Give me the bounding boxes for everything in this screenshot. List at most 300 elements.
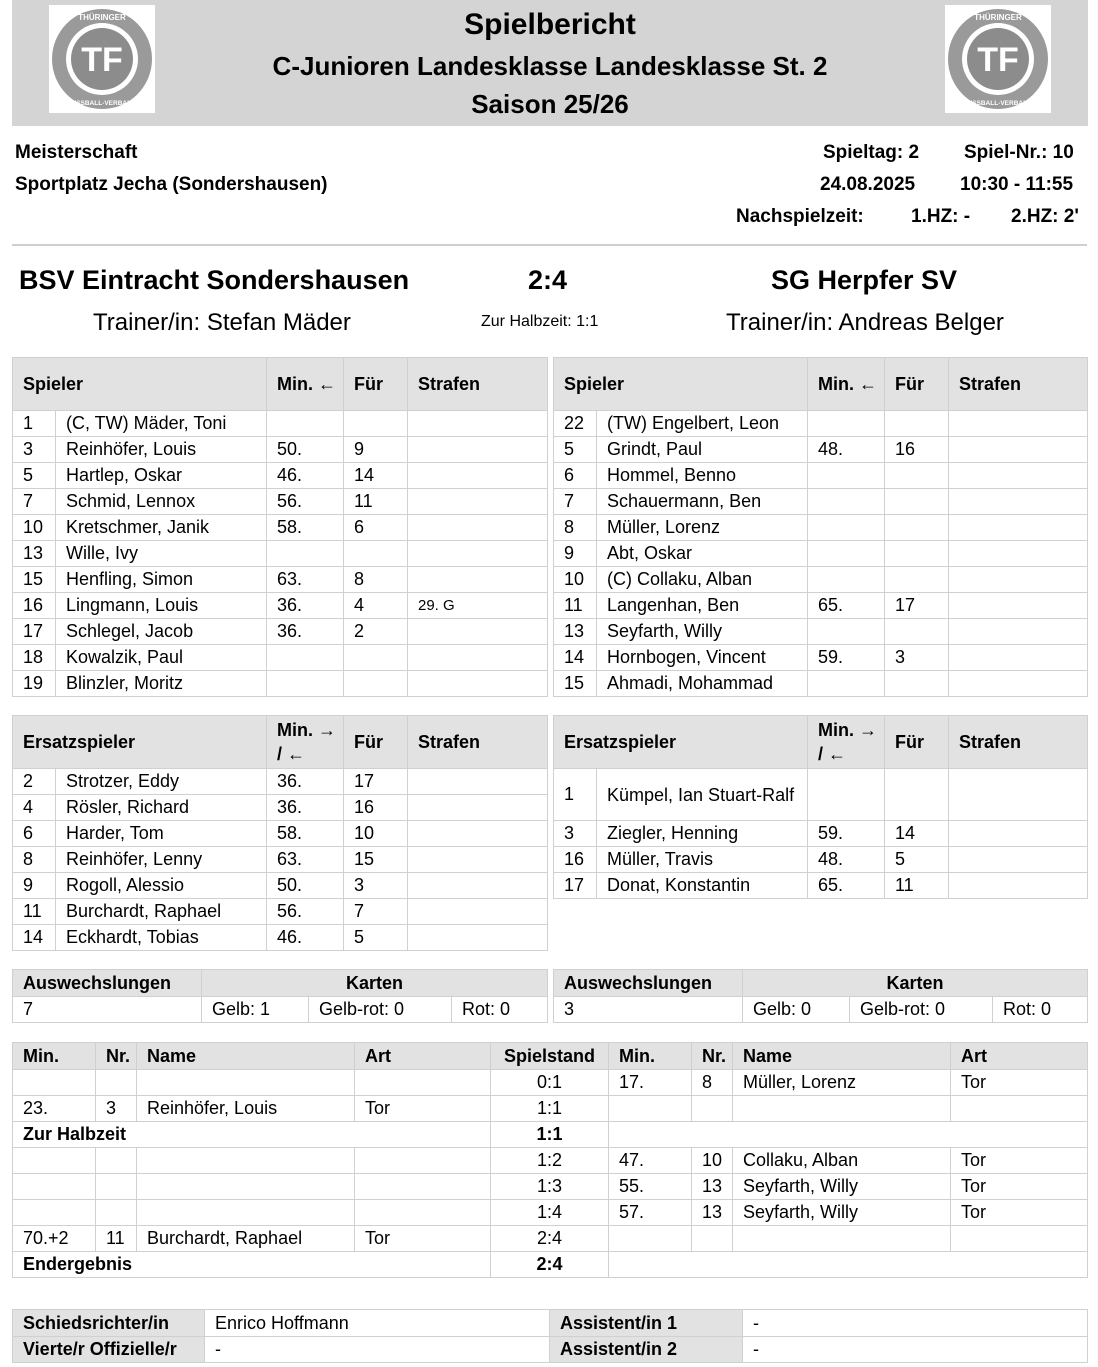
col-player: Spieler (13, 358, 267, 411)
competition-label: Meisterschaft (15, 142, 138, 163)
match-date: 24.08.2025 (820, 174, 916, 195)
report-header (12, 0, 1088, 126)
player-name: Müller, Travis (597, 847, 808, 873)
home-event-name: Reinhöfer, Louis (137, 1096, 355, 1122)
col-min: Min. → / ← (267, 716, 344, 769)
player-for (344, 671, 408, 697)
player-minute (267, 411, 344, 437)
home-event-type: Tor (355, 1226, 491, 1252)
away-event-number: 13 (692, 1174, 733, 1200)
player-name: Langenhan, Ben (597, 593, 808, 619)
player-minute: 56. (267, 899, 344, 925)
player-name: Harder, Tom (56, 821, 267, 847)
player-row (554, 567, 1088, 593)
home-summary-table (12, 969, 548, 1023)
player-row (554, 873, 1088, 899)
svg-text:TF: TF (977, 41, 1019, 79)
player-penalty (408, 541, 548, 567)
away-event-name (733, 1226, 951, 1252)
player-minute: 59. (808, 645, 885, 671)
player-row (554, 463, 1088, 489)
away-event-minute: 47. (609, 1148, 692, 1174)
player-minute: 36. (267, 593, 344, 619)
player-penalty (408, 769, 548, 795)
home-event-type: Tor (355, 1096, 491, 1122)
player-name: Wille, Ivy (56, 541, 267, 567)
col-min: Min. → / ← (808, 716, 885, 769)
player-number: 10 (554, 567, 597, 593)
player-minute: 48. (808, 847, 885, 873)
col-event-name: Name (733, 1043, 951, 1070)
player-penalty (949, 411, 1088, 437)
player-name: Hornbogen, Vincent (597, 645, 808, 671)
svg-text:THÜRINGER: THÜRINGER (974, 13, 1022, 22)
home-event-number (96, 1174, 137, 1200)
home-yellow-cards: Gelb: 1 (202, 997, 309, 1023)
player-number: 7 (13, 489, 56, 515)
player-penalty (949, 645, 1088, 671)
event-score: 1:2 (491, 1148, 609, 1174)
away-event-type: Tor (951, 1070, 1088, 1096)
player-for (344, 645, 408, 671)
home-event-minute (13, 1148, 96, 1174)
home-event-name (137, 1174, 355, 1200)
col-event-name: Name (137, 1043, 355, 1070)
officials-table (12, 1309, 1088, 1363)
event-row (13, 1096, 1088, 1122)
player-minute: 36. (267, 769, 344, 795)
player-row (13, 795, 548, 821)
event-score: 1:3 (491, 1174, 609, 1200)
player-number: 18 (13, 645, 56, 671)
player-name: Rösler, Richard (56, 795, 267, 821)
home-event-name (137, 1148, 355, 1174)
player-minute (267, 645, 344, 671)
player-minute: 58. (267, 515, 344, 541)
svg-text:FUSSBALL-VERBAND: FUSSBALL-VERBAND (67, 100, 137, 107)
home-event-type (355, 1174, 491, 1200)
event-summary-row (13, 1122, 1088, 1148)
player-name: Burchardt, Raphael (56, 899, 267, 925)
player-name: Reinhöfer, Louis (56, 437, 267, 463)
player-for: 7 (344, 899, 408, 925)
player-row (554, 821, 1088, 847)
col-penalties: Strafen (949, 358, 1088, 411)
event-score: 1:1 (491, 1122, 609, 1148)
player-number: 9 (554, 541, 597, 567)
player-for (344, 541, 408, 567)
final-score: 2:4 (528, 265, 568, 295)
away-event-type (951, 1096, 1088, 1122)
player-name: Hommel, Benno (597, 463, 808, 489)
player-for: 16 (344, 795, 408, 821)
player-for (885, 515, 949, 541)
player-number: 5 (13, 463, 56, 489)
player-minute (808, 671, 885, 697)
away-yellow-cards: Gelb: 0 (743, 997, 850, 1023)
player-for (885, 671, 949, 697)
home-red-cards: Rot: 0 (452, 997, 548, 1023)
svg-text:THÜRINGER: THÜRINGER (78, 13, 126, 22)
home-event-number (96, 1200, 137, 1226)
player-number: 13 (554, 619, 597, 645)
player-minute: 46. (267, 925, 344, 951)
home-event-type (355, 1148, 491, 1174)
away-subs-table (553, 715, 1088, 899)
home-event-minute: 70.+2 (13, 1226, 96, 1252)
player-row (13, 567, 548, 593)
player-minute: 56. (267, 489, 344, 515)
player-for (885, 541, 949, 567)
player-penalty (408, 795, 548, 821)
player-number: 16 (13, 593, 56, 619)
player-row (13, 821, 548, 847)
player-number: 6 (13, 821, 56, 847)
col-penalties: Strafen (408, 716, 548, 769)
col-min: Min. ← (808, 358, 885, 411)
player-number: 8 (554, 515, 597, 541)
season-title: Saison 25/26 (471, 89, 629, 119)
player-penalty (408, 463, 548, 489)
player-penalty (408, 411, 548, 437)
away-event-number: 10 (692, 1148, 733, 1174)
player-number: 5 (554, 437, 597, 463)
away-event-minute: 55. (609, 1174, 692, 1200)
player-penalty (949, 515, 1088, 541)
player-for: 8 (344, 567, 408, 593)
col-sub: Ersatzspieler (13, 716, 267, 769)
player-for: 9 (344, 437, 408, 463)
away-substitution-count: 3 (554, 997, 743, 1023)
away-event-minute: 17. (609, 1070, 692, 1096)
substitutions-header: Auswechslungen (554, 970, 743, 997)
player-penalty (408, 899, 548, 925)
player-row (13, 671, 548, 697)
player-penalty (408, 671, 548, 697)
player-minute: 36. (267, 795, 344, 821)
player-row (13, 541, 548, 567)
player-row (554, 671, 1088, 697)
home-event-name (137, 1200, 355, 1226)
home-subs-table (12, 715, 548, 951)
player-minute (808, 567, 885, 593)
player-penalty (949, 769, 1088, 821)
away-event-type: Tor (951, 1174, 1088, 1200)
player-minute (808, 541, 885, 567)
player-number: 22 (554, 411, 597, 437)
col-event-type: Art (951, 1043, 1088, 1070)
svg-text:FUSSBALL-VERBAND: FUSSBALL-VERBAND (963, 100, 1033, 107)
player-number: 3 (554, 821, 597, 847)
player-for: 3 (344, 873, 408, 899)
player-penalty (408, 619, 548, 645)
player-number: 11 (554, 593, 597, 619)
fourth-official-name: - (205, 1337, 550, 1363)
player-name: Kowalzik, Paul (56, 645, 267, 671)
player-name: Henfling, Simon (56, 567, 267, 593)
substitutions-header: Auswechslungen (13, 970, 202, 997)
player-for (885, 567, 949, 593)
referee-label: Schiedsrichter/in (13, 1310, 205, 1337)
match-events-table (12, 1042, 1088, 1278)
player-minute: 50. (267, 437, 344, 463)
player-minute (267, 671, 344, 697)
player-penalty (949, 489, 1088, 515)
player-minute: 63. (267, 567, 344, 593)
player-minute: 65. (808, 873, 885, 899)
home-event-type (355, 1200, 491, 1226)
player-penalty (408, 925, 548, 951)
player-row (13, 411, 548, 437)
player-for: 14 (344, 463, 408, 489)
away-event-type (951, 1226, 1088, 1252)
player-minute: 63. (267, 847, 344, 873)
player-row (13, 437, 548, 463)
col-for: Für (885, 716, 949, 769)
player-penalty (949, 541, 1088, 567)
event-summary-label: Zur Halbzeit (13, 1122, 491, 1148)
player-name: Müller, Lorenz (597, 515, 808, 541)
player-number: 14 (554, 645, 597, 671)
player-number: 4 (13, 795, 56, 821)
home-event-number: 3 (96, 1096, 137, 1122)
event-row (13, 1174, 1088, 1200)
player-row (554, 489, 1088, 515)
event-row (13, 1226, 1088, 1252)
player-minute: 59. (808, 821, 885, 847)
away-red-cards: Rot: 0 (993, 997, 1088, 1023)
player-name: (C) Collaku, Alban (597, 567, 808, 593)
player-row (13, 515, 548, 541)
event-row (13, 1200, 1088, 1226)
league-title: C-Junioren Landesklasse Landesklasse St. 2 (272, 51, 828, 81)
player-for: 4 (344, 593, 408, 619)
player-minute (808, 769, 885, 821)
player-name: (TW) Engelbert, Leon (597, 411, 808, 437)
halftime-score: Zur Halbzeit: 1:1 (481, 313, 599, 330)
assistant1-name: - (743, 1310, 1088, 1337)
player-number: 6 (554, 463, 597, 489)
away-yellowred-cards: Gelb-rot: 0 (850, 997, 993, 1023)
player-name: Schauermann, Ben (597, 489, 808, 515)
player-penalty (408, 847, 548, 873)
match-number-label: Spiel-Nr.: 10 (964, 142, 1074, 163)
player-row (13, 463, 548, 489)
player-row (554, 619, 1088, 645)
event-empty-cell (609, 1252, 1088, 1278)
away-event-name: Seyfarth, Willy (733, 1200, 951, 1226)
player-name: (C, TW) Mäder, Toni (56, 411, 267, 437)
player-row (13, 593, 548, 619)
player-for: 11 (885, 873, 949, 899)
event-empty-cell (609, 1122, 1088, 1148)
col-event-min: Min. (13, 1043, 96, 1070)
player-penalty (408, 567, 548, 593)
player-name: Rogoll, Alessio (56, 873, 267, 899)
event-score: 0:1 (491, 1070, 609, 1096)
player-penalty (408, 821, 548, 847)
player-minute: 50. (267, 873, 344, 899)
col-for: Für (344, 358, 408, 411)
cards-header: Karten (743, 970, 1088, 997)
away-trainer: Trainer/in: Andreas Belger (726, 309, 1004, 336)
player-for (885, 463, 949, 489)
away-event-type: Tor (951, 1148, 1088, 1174)
player-penalty (408, 515, 548, 541)
player-number: 2 (13, 769, 56, 795)
event-summary-row (13, 1252, 1088, 1278)
player-penalty (408, 437, 548, 463)
player-number: 1 (13, 411, 56, 437)
col-sub: Ersatzspieler (554, 716, 808, 769)
player-for: 17 (885, 593, 949, 619)
home-event-number: 11 (96, 1226, 137, 1252)
player-row (554, 593, 1088, 619)
assistant1-label: Assistent/in 1 (550, 1310, 743, 1337)
player-minute: 36. (267, 619, 344, 645)
player-minute (808, 515, 885, 541)
player-name: Lingmann, Louis (56, 593, 267, 619)
player-number: 17 (13, 619, 56, 645)
player-for: 14 (885, 821, 949, 847)
player-row (13, 847, 548, 873)
player-for (885, 769, 949, 821)
player-for: 15 (344, 847, 408, 873)
player-number: 11 (13, 899, 56, 925)
col-penalties: Strafen (949, 716, 1088, 769)
away-summary-table (553, 969, 1088, 1023)
player-for (885, 489, 949, 515)
assistant2-label: Assistent/in 2 (550, 1337, 743, 1363)
player-name: Blinzler, Moritz (56, 671, 267, 697)
home-trainer: Trainer/in: Stefan Mäder (93, 309, 351, 336)
player-name: Reinhöfer, Lenny (56, 847, 267, 873)
player-for: 10 (344, 821, 408, 847)
col-player: Spieler (554, 358, 808, 411)
col-min: Min. ← (267, 358, 344, 411)
player-row (554, 541, 1088, 567)
player-row (554, 645, 1088, 671)
player-name: Ziegler, Henning (597, 821, 808, 847)
player-minute (808, 619, 885, 645)
player-row (554, 847, 1088, 873)
player-name: Strotzer, Eddy (56, 769, 267, 795)
away-event-number: 8 (692, 1070, 733, 1096)
home-event-name (137, 1070, 355, 1096)
player-for: 5 (885, 847, 949, 873)
player-name: Eckhardt, Tobias (56, 925, 267, 951)
col-for: Für (885, 358, 949, 411)
player-name: Schmid, Lennox (56, 489, 267, 515)
divider (12, 244, 1087, 246)
away-event-minute: 57. (609, 1200, 692, 1226)
player-minute (808, 489, 885, 515)
player-penalty (949, 873, 1088, 899)
player-minute (267, 541, 344, 567)
player-penalty (949, 593, 1088, 619)
away-event-name: Seyfarth, Willy (733, 1174, 951, 1200)
player-penalty (949, 821, 1088, 847)
col-event-score: Spielstand (491, 1043, 609, 1070)
stoppage-second-half: 2.HZ: 2' (1011, 206, 1079, 227)
event-score: 1:1 (491, 1096, 609, 1122)
home-event-minute (13, 1174, 96, 1200)
player-name: Ahmadi, Mohammad (597, 671, 808, 697)
player-penalty (408, 873, 548, 899)
stoppage-label: Nachspielzeit: (736, 206, 864, 227)
assistant2-name: - (743, 1337, 1088, 1363)
player-number: 9 (13, 873, 56, 899)
player-number: 14 (13, 925, 56, 951)
player-for: 2 (344, 619, 408, 645)
player-minute: 65. (808, 593, 885, 619)
player-for: 11 (344, 489, 408, 515)
away-event-name: Collaku, Alban (733, 1148, 951, 1174)
player-penalty (408, 645, 548, 671)
col-event-type: Art (355, 1043, 491, 1070)
player-row (554, 769, 1088, 821)
home-event-type (355, 1070, 491, 1096)
event-score: 2:4 (491, 1226, 609, 1252)
player-penalty (949, 619, 1088, 645)
player-minute: 48. (808, 437, 885, 463)
player-for: 5 (344, 925, 408, 951)
col-event-nr: Nr. (96, 1043, 137, 1070)
cards-header: Karten (202, 970, 548, 997)
away-players-table (553, 357, 1088, 697)
home-yellowred-cards: Gelb-rot: 0 (309, 997, 452, 1023)
player-number: 15 (554, 671, 597, 697)
home-team-name: BSV Eintracht Sondershausen (19, 265, 410, 295)
away-event-minute (609, 1226, 692, 1252)
player-row (554, 437, 1088, 463)
player-minute (808, 463, 885, 489)
matchday-label: Spieltag: 2 (823, 142, 920, 163)
player-penalty (949, 437, 1088, 463)
player-name: Seyfarth, Willy (597, 619, 808, 645)
player-name: Donat, Konstantin (597, 873, 808, 899)
player-number: 19 (13, 671, 56, 697)
home-event-minute (13, 1200, 96, 1226)
player-minute: 58. (267, 821, 344, 847)
fourth-official-label: Vierte/r Offizielle/r (13, 1337, 205, 1363)
player-number: 13 (13, 541, 56, 567)
player-penalty (949, 847, 1088, 873)
away-team-name: SG Herpfer SV (771, 265, 958, 295)
player-row (13, 769, 548, 795)
player-row (13, 873, 548, 899)
player-penalty (949, 463, 1088, 489)
player-for: 17 (344, 769, 408, 795)
col-event-min: Min. (609, 1043, 692, 1070)
event-score: 2:4 (491, 1252, 609, 1278)
player-name: Kretschmer, Janik (56, 515, 267, 541)
player-row (13, 619, 548, 645)
player-number: 3 (13, 437, 56, 463)
player-row (13, 925, 548, 951)
player-penalty: 29. G (408, 593, 548, 619)
stoppage-first-half: 1.HZ: - (911, 206, 971, 227)
player-for (885, 619, 949, 645)
player-number: 10 (13, 515, 56, 541)
player-for (885, 411, 949, 437)
event-row (13, 1070, 1088, 1096)
player-penalty (949, 671, 1088, 697)
home-event-name: Burchardt, Raphael (137, 1226, 355, 1252)
referee-name: Enrico Hoffmann (205, 1310, 550, 1337)
home-players-table (12, 357, 548, 697)
player-name: Kümpel, Ian Stuart-Ralf (597, 769, 808, 821)
